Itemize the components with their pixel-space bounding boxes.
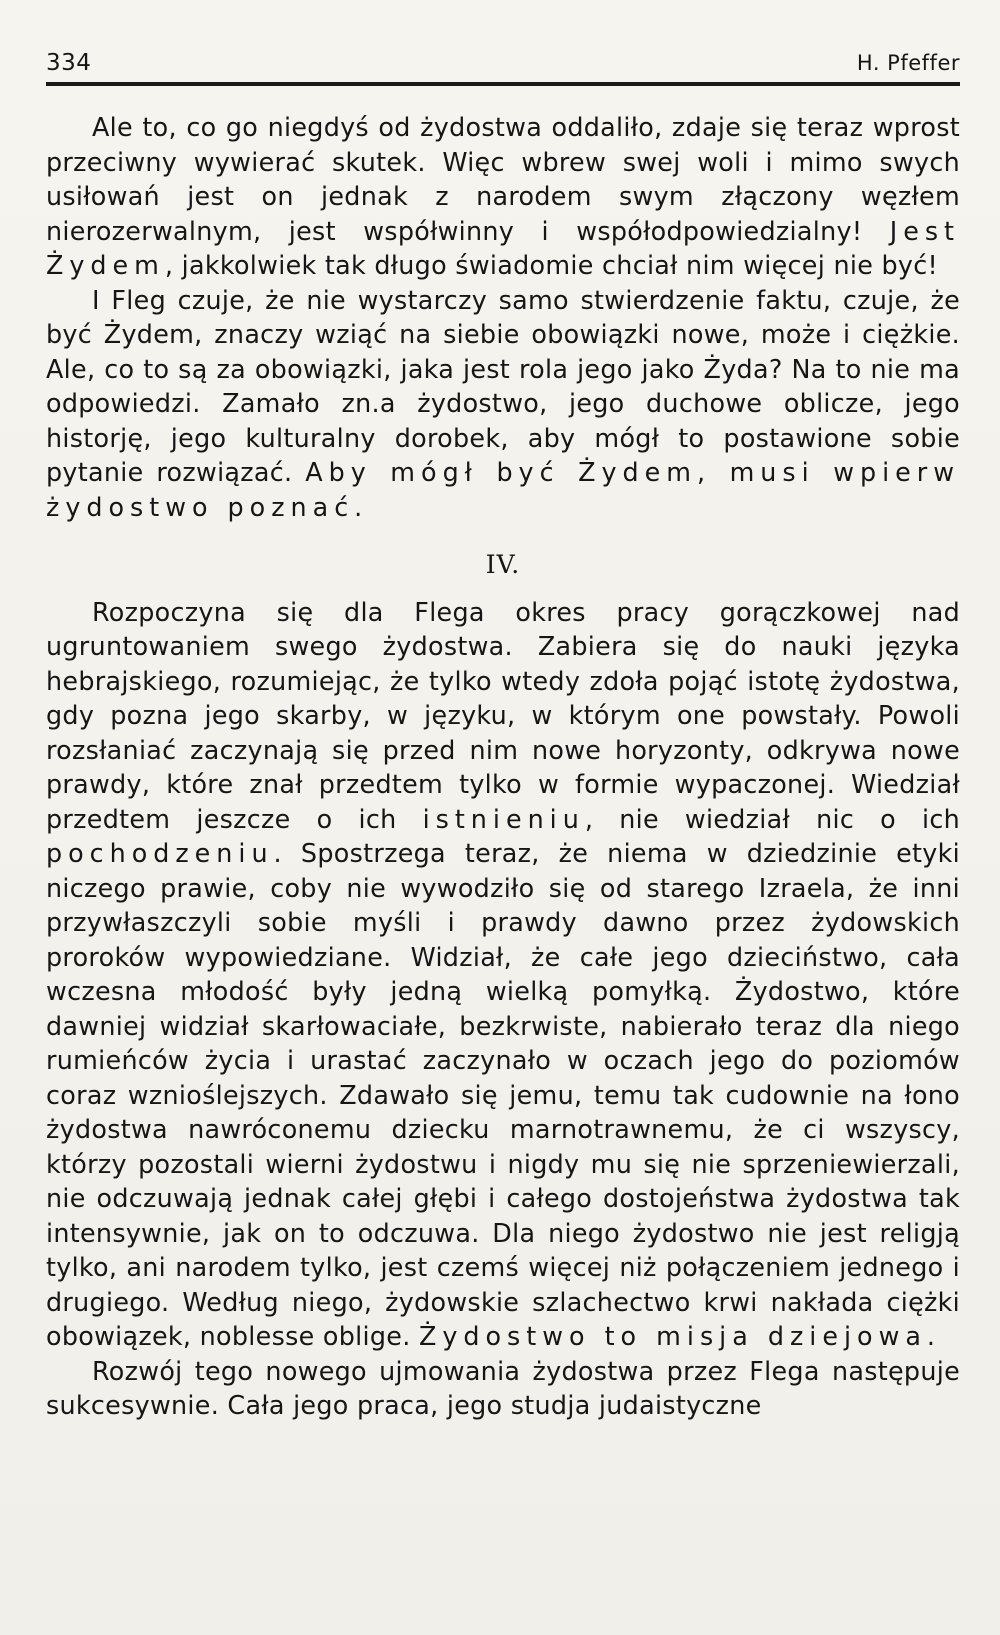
paragraph <box>46 283 960 525</box>
text-run: Rozwój tego nowego ujmowania żydostwa przez Flega następuje sukcesywnie. Cała jego praca, jego studja judaistyczne <box>46 1355 960 1420</box>
text-run: I Fleg czuje, że nie wystarczy samo stwierdzenie faktu, czuje, że być Żydem, znaczy wziąć na siebie obowiązki nowe, może i ciężkie. Ale, co to są za obowiązki, jaka jest rola jego jako Żyda? Na to nie ma odpowiedzi. Zamało zn.a żydostwo, jego duchowe oblicze, jego historję, jego kulturalny dorobek, aby mógł to postawione sobie pytanie rozwiązać. <box>46 284 960 487</box>
spaced-emphasis: Jest Żydem <box>46 215 960 280</box>
paragraph <box>46 595 960 1354</box>
section-heading: IV. <box>485 550 521 579</box>
spaced-emphasis: Żydostwo to misja dziejowa <box>418 1321 927 1351</box>
text-run: Rozpoczyna się dla Flega okres pracy gorączkowej nad ugruntowaniem swego żydostwa. Zabiera się do nauki języka hebrajskiego, rozumiejąc, że tylko wtedy zdoła pojąć istotę żydostwa, gdy pozna jego skarby, w języku, w którym one powstały. Powoli rozsłaniać zaczynają się przed nim nowe horyzonty, odkrywa nowe prawdy, które znał przedtem tylko w formie wypaczonej. Wiedział przedtem jeszcze o ich <box>46 596 960 834</box>
text-run: . Spostrzega teraz, że niema w dziedzinie etyki niczego prawie, coby nie wywodziło się od starego Izraela, że inni przywłaszczyli sobie myśli i prawdy dawno przez żydowskich proroków wypowiedziane. Widział, że całe jego dzieciństwo, cała wczesna młodość były jedną wielką pomyłką. Żydostwo, które dawniej widział skarłowaciałe, bezkrwiste, nabierało teraz dla niego rumieńców życia i urastać zaczynało w oczach jego do poziomów coraz wznioślejszych. Zdawało się jemu, temu tak cudownie na łono żydostwa nawróconemu dziecku marnotrawnemu, że ci wszyscy, którzy pozostali wierni żydostwu i nigdy mu się nie sprzeniewierzali, nie odczuwają jednak całej głębi i całego dostojeństwa żydostwa tak intensywnie, jak on to odczuwa. Dla niego żydostwo nie jest religją tylko, ani narodem tylko, jest czemś więcej niż połączeniem jednego i drugiego. Według niego, żydowskie szlachectwo krwi nakłada ciężki obowiązek, noblesse oblige. <box>46 838 960 1351</box>
page-number: 334 <box>46 50 92 76</box>
text-run: . <box>926 1321 936 1351</box>
running-header <box>46 50 960 82</box>
body-text <box>46 110 960 1423</box>
text-run: , jakkolwiek tak długo świadomie chciał nim więcej nie być! <box>164 250 938 280</box>
spaced-emphasis: Aby mógł być Żydem, musi wpierw żydostwo poznać. <box>46 457 960 522</box>
spaced-emphasis: pochodzeniu <box>46 838 274 868</box>
paragraph-group-1 <box>46 110 960 524</box>
running-author: H. Pfeffer <box>856 51 960 75</box>
paragraph-group-2 <box>46 595 960 1423</box>
paragraph <box>46 110 960 283</box>
header-rule <box>46 82 960 86</box>
spaced-emphasis: istnieniu <box>422 803 585 834</box>
text-run: , nie wiedział nic o ich <box>584 803 960 834</box>
paragraph <box>46 1354 960 1423</box>
text-run: Ale to, co go niegdyś od żydostwa oddaliło, zdaje się teraz wprost przeciwny wywierać skutek. Więc wbrew swej woli i mimo swych usiłowań jest on jednak z narodem swym złączony węzłem nierozerwalnym, jest współwinny i współodpowiedzialny! <box>46 112 960 246</box>
